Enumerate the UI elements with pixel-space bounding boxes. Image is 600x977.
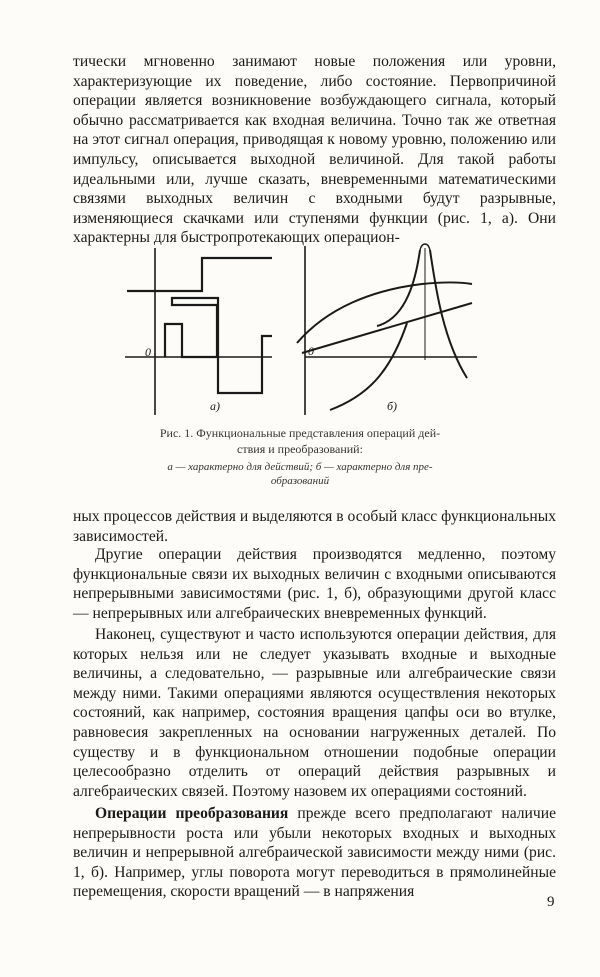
paragraph-1: тически мгновенно занимают новые положения или уровни, характеризующие их поведение, либо состояние. Первопричиной операции является возникновение возбуждающего сигнала, который обычно рассматривается как входная величина. Точно так же ответная на этот сигнал операция, приводящая к новому уровню, положению или импульсу, описывается выходной величиной. Для такой работы идеальными или, лучше сказать, вневременными математическими связями выходных величин с входными будут разрывные, изменяющиеся скачками или ступенями функции (рис. 1, а). Они характерны для быстропротекающих операцион- [73, 53, 556, 247]
figure-caption-legend [100, 460, 500, 488]
page-number: 9 [547, 894, 555, 910]
caption-title-line-2: ствия и преобразований: [237, 442, 363, 456]
paragraph-3: Другие операции действия производятся медленно, поэтому функциональные связи их выходных величин с входными описываются непрерывными зависимостями (рис. 1, б), образующими другой класс — непрерывных или алгебраических вневременных функций. [73, 546, 556, 622]
panel-a-lower-step [165, 298, 272, 393]
paragraph-5-text: прежде всего предполагают наличие непрерывности роста или убыли некоторых входных и выходных величин и непрерывной алгебраической зависимости между ними (рис. 1, б). Например, углы поворота могут переводиться в прямолинейные перемещения, скорости вращений — в напряжения [73, 805, 556, 901]
panel-b-label: б) [387, 399, 398, 413]
panel-a-upper-step [127, 258, 272, 291]
caption-legend-line-2: образований [270, 475, 330, 487]
panel-b-straight-line [302, 303, 472, 353]
paragraph-2: ных процессов действия и выделяются в особый класс функциональных зависимостей. [73, 508, 556, 545]
panel-b-saturating-curve [297, 283, 472, 344]
figure-1 [122, 238, 482, 423]
paragraph-4: Наконец, существуют и часто используются операции действия, для которых нельзя или не следует указывать входные и выходные величины, а следовательно, — разрывные или алгебраические связи между ними. Такими операциями являются осуществления некоторых состояний, как например, состояния вращения цапфы оси во втулке, равновесия закрепленных на основании нагруженных деталей. По существу и в функциональном отношении подобные операции целесообразно отделить от операций действия разрывных и алгебраических связей. Поэтому назовем их операциями состояний. [73, 626, 556, 800]
caption-legend-line-1: а — характерно для действий; б — характерно для пре- [167, 461, 433, 473]
caption-title-line-1: Рис. 1. Функциональные представления операций дей- [159, 426, 441, 440]
panel-a-origin-label: 0 [145, 345, 151, 359]
paragraph-5 [73, 804, 556, 902]
bold-term: Операции преобразования [95, 805, 289, 822]
panel-a-label: а) [210, 399, 220, 413]
figure-caption-title [100, 425, 500, 457]
panel-b-lower-curve [330, 323, 407, 410]
panel-b-origin-label: 0 [308, 344, 314, 358]
